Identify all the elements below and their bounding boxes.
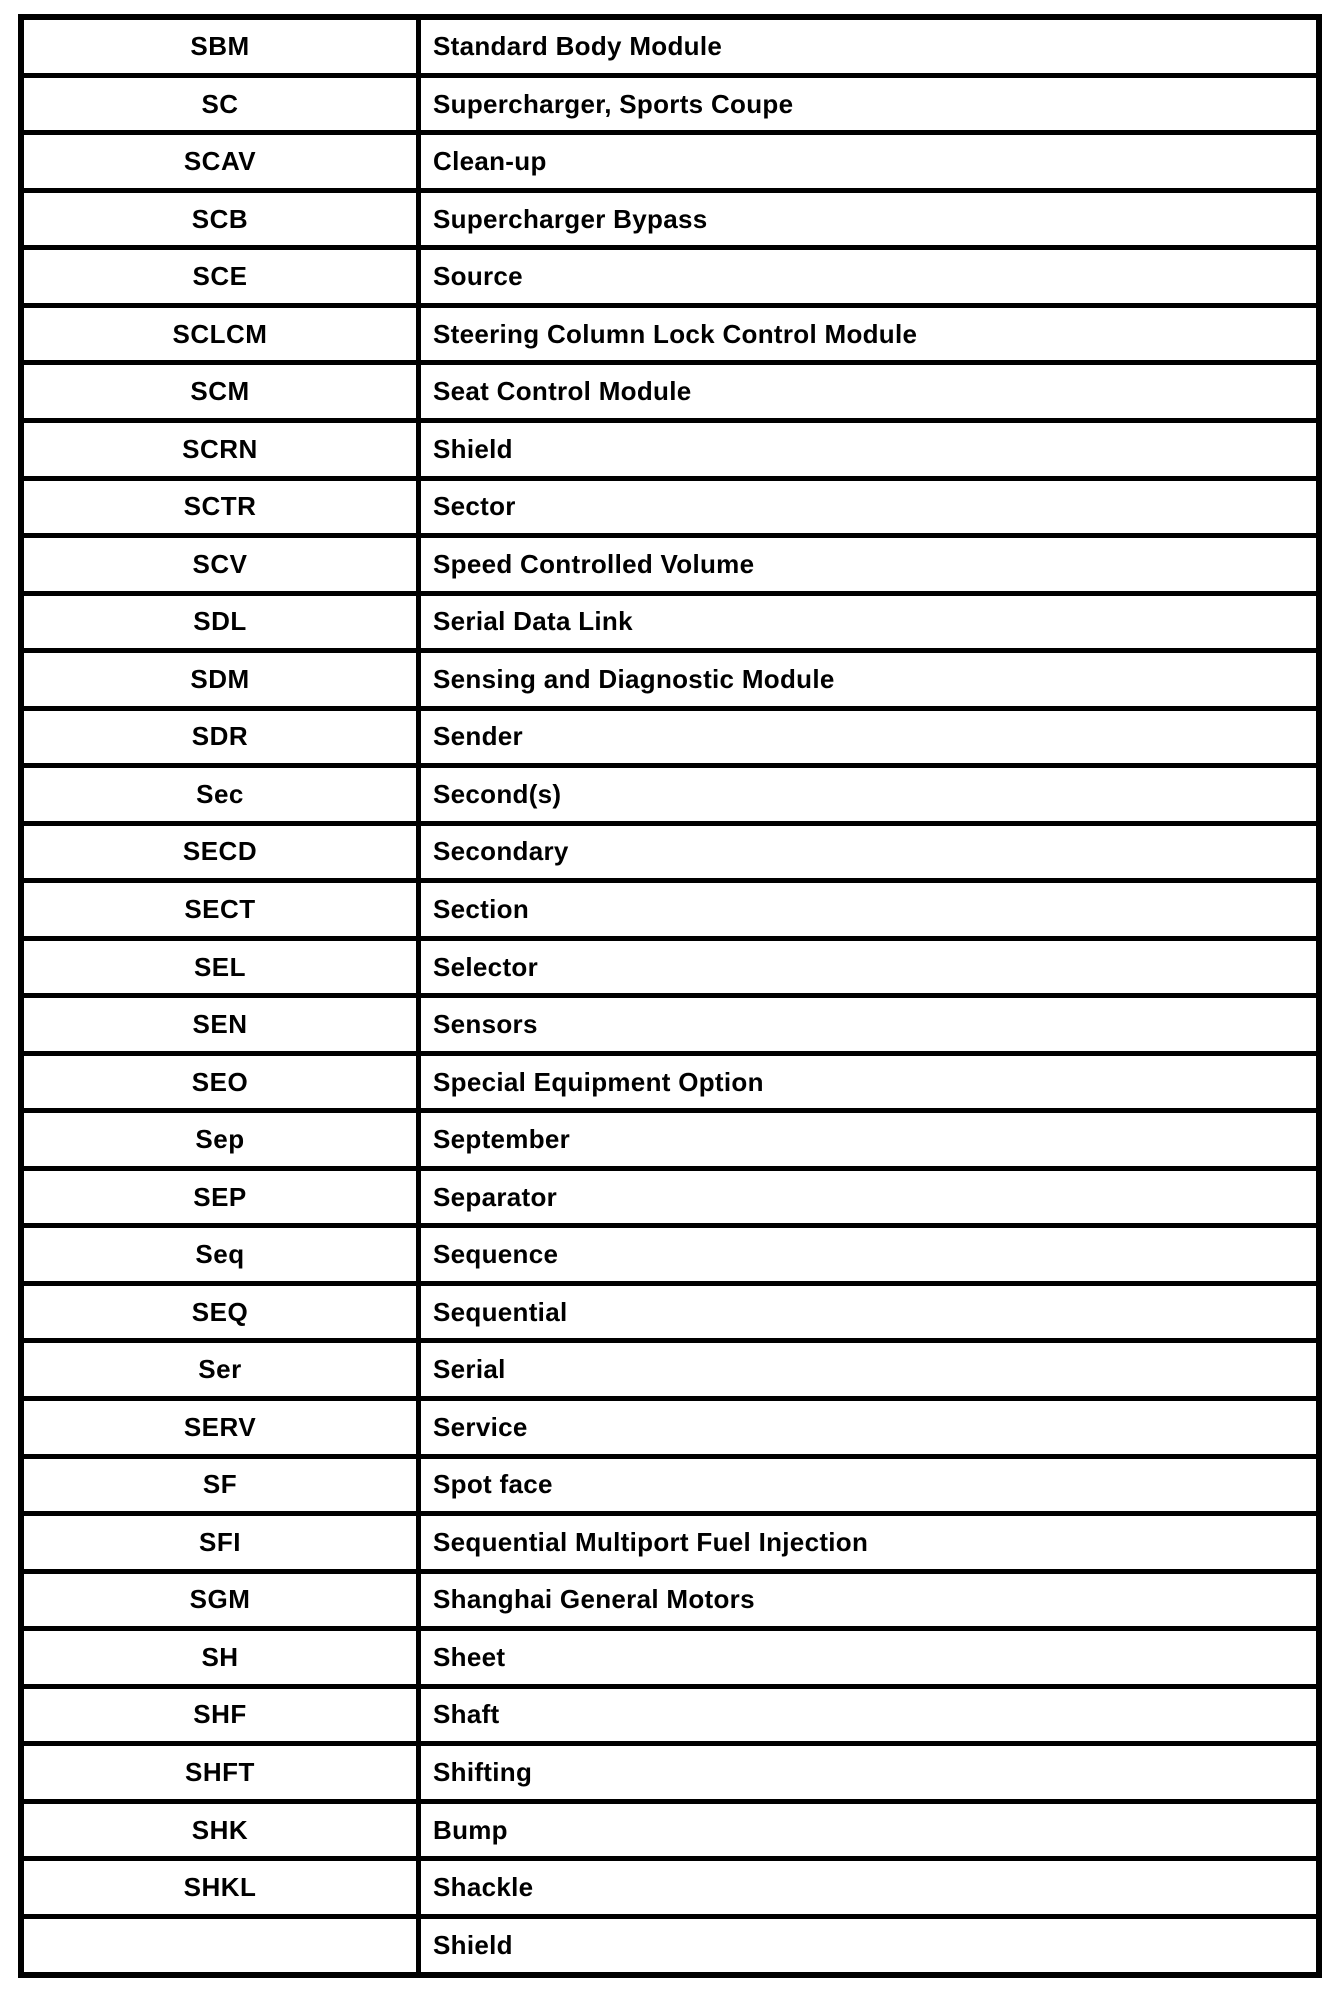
table-row (21, 478, 1319, 536)
meaning-cell: Shaft (419, 1686, 1320, 1744)
meaning-cell: Special Equipment Option (419, 1053, 1320, 1111)
abbreviation-cell: Sec (21, 766, 419, 824)
abbreviation-cell: Sep (21, 1111, 419, 1169)
table-row (21, 363, 1319, 421)
meaning-cell: Separator (419, 1168, 1320, 1226)
table-row (21, 1744, 1319, 1802)
meaning-cell: Secondary (419, 823, 1320, 881)
abbreviation-cell: SEN (21, 996, 419, 1054)
table-row (21, 1801, 1319, 1859)
abbreviation-cell: SH (21, 1629, 419, 1687)
meaning-cell: Sensing and Diagnostic Module (419, 651, 1320, 709)
table-row (21, 766, 1319, 824)
meaning-cell: Sender (419, 708, 1320, 766)
table-row (21, 1456, 1319, 1514)
meaning-cell: Serial (419, 1341, 1320, 1399)
meaning-cell: Standard Body Module (419, 17, 1320, 75)
table-row (21, 823, 1319, 881)
meaning-cell: Shield (419, 1916, 1320, 1975)
meaning-cell: Second(s) (419, 766, 1320, 824)
meaning-cell: Section (419, 881, 1320, 939)
table-row (21, 1053, 1319, 1111)
table-body (21, 17, 1319, 1975)
meaning-cell: Sequential Multiport Fuel Injection (419, 1514, 1320, 1572)
abbreviation-cell: SCM (21, 363, 419, 421)
meaning-cell: Shanghai General Motors (419, 1571, 1320, 1629)
abbreviation-cell: SC (21, 75, 419, 133)
abbreviation-cell: SHFT (21, 1744, 419, 1802)
meaning-cell: Sequence (419, 1226, 1320, 1284)
meaning-cell: Serial Data Link (419, 593, 1320, 651)
meaning-cell: Speed Controlled Volume (419, 536, 1320, 594)
table-row (21, 1629, 1319, 1687)
meaning-cell: Shackle (419, 1859, 1320, 1917)
abbreviation-cell: SECT (21, 881, 419, 939)
table-row (21, 881, 1319, 939)
meaning-cell: Sensors (419, 996, 1320, 1054)
meaning-cell: Supercharger Bypass (419, 190, 1320, 248)
meaning-cell: Sequential (419, 1283, 1320, 1341)
meaning-cell: Supercharger, Sports Coupe (419, 75, 1320, 133)
abbreviation-cell: SDR (21, 708, 419, 766)
table-row (21, 1399, 1319, 1457)
abbreviation-cell: SEQ (21, 1283, 419, 1341)
abbreviation-cell: SFI (21, 1514, 419, 1572)
abbreviation-cell: SGM (21, 1571, 419, 1629)
abbreviation-cell: SEP (21, 1168, 419, 1226)
abbreviation-cell: SCAV (21, 133, 419, 191)
meaning-cell: Clean-up (419, 133, 1320, 191)
abbreviation-cell: SHK (21, 1801, 419, 1859)
meaning-cell: September (419, 1111, 1320, 1169)
table-row (21, 305, 1319, 363)
table-row (21, 1168, 1319, 1226)
abbreviation-cell: SHF (21, 1686, 419, 1744)
table-row (21, 17, 1319, 75)
table-row (21, 708, 1319, 766)
abbreviation-cell: SCE (21, 248, 419, 306)
meaning-cell: Sheet (419, 1629, 1320, 1687)
table-row (21, 75, 1319, 133)
table-row (21, 1341, 1319, 1399)
meaning-cell: Source (419, 248, 1320, 306)
abbreviation-cell: SBM (21, 17, 419, 75)
abbreviation-cell: Seq (21, 1226, 419, 1284)
table-row (21, 420, 1319, 478)
table-row (21, 1514, 1319, 1572)
table-row (21, 1111, 1319, 1169)
meaning-cell: Bump (419, 1801, 1320, 1859)
abbreviation-cell (21, 1916, 419, 1975)
abbreviation-cell: SCB (21, 190, 419, 248)
table-row (21, 996, 1319, 1054)
abbreviation-cell: SEO (21, 1053, 419, 1111)
meaning-cell: Sector (419, 478, 1320, 536)
table-row (21, 190, 1319, 248)
abbreviation-cell: SF (21, 1456, 419, 1514)
table-row (21, 651, 1319, 709)
abbreviation-cell: SEL (21, 938, 419, 996)
table-row (21, 1283, 1319, 1341)
meaning-cell: Shield (419, 420, 1320, 478)
abbreviation-cell: Ser (21, 1341, 419, 1399)
meaning-cell: Spot face (419, 1456, 1320, 1514)
table-row (21, 248, 1319, 306)
abbreviation-glossary-table (18, 14, 1322, 1978)
table-row (21, 1226, 1319, 1284)
table-row (21, 133, 1319, 191)
table-row (21, 938, 1319, 996)
meaning-cell: Shifting (419, 1744, 1320, 1802)
meaning-cell: Seat Control Module (419, 363, 1320, 421)
abbreviation-cell: SCRN (21, 420, 419, 478)
table-row (21, 1859, 1319, 1917)
meaning-cell: Steering Column Lock Control Module (419, 305, 1320, 363)
meaning-cell: Selector (419, 938, 1320, 996)
table-row (21, 1686, 1319, 1744)
abbreviation-cell: SERV (21, 1399, 419, 1457)
abbreviation-cell: SECD (21, 823, 419, 881)
table-row (21, 1916, 1319, 1975)
table-row (21, 536, 1319, 594)
abbreviation-cell: SDL (21, 593, 419, 651)
abbreviation-cell: SHKL (21, 1859, 419, 1917)
abbreviation-cell: SDM (21, 651, 419, 709)
meaning-cell: Service (419, 1399, 1320, 1457)
table-row (21, 1571, 1319, 1629)
abbreviation-cell: SCV (21, 536, 419, 594)
abbreviation-cell: SCLCM (21, 305, 419, 363)
table-row (21, 593, 1319, 651)
abbreviation-cell: SCTR (21, 478, 419, 536)
